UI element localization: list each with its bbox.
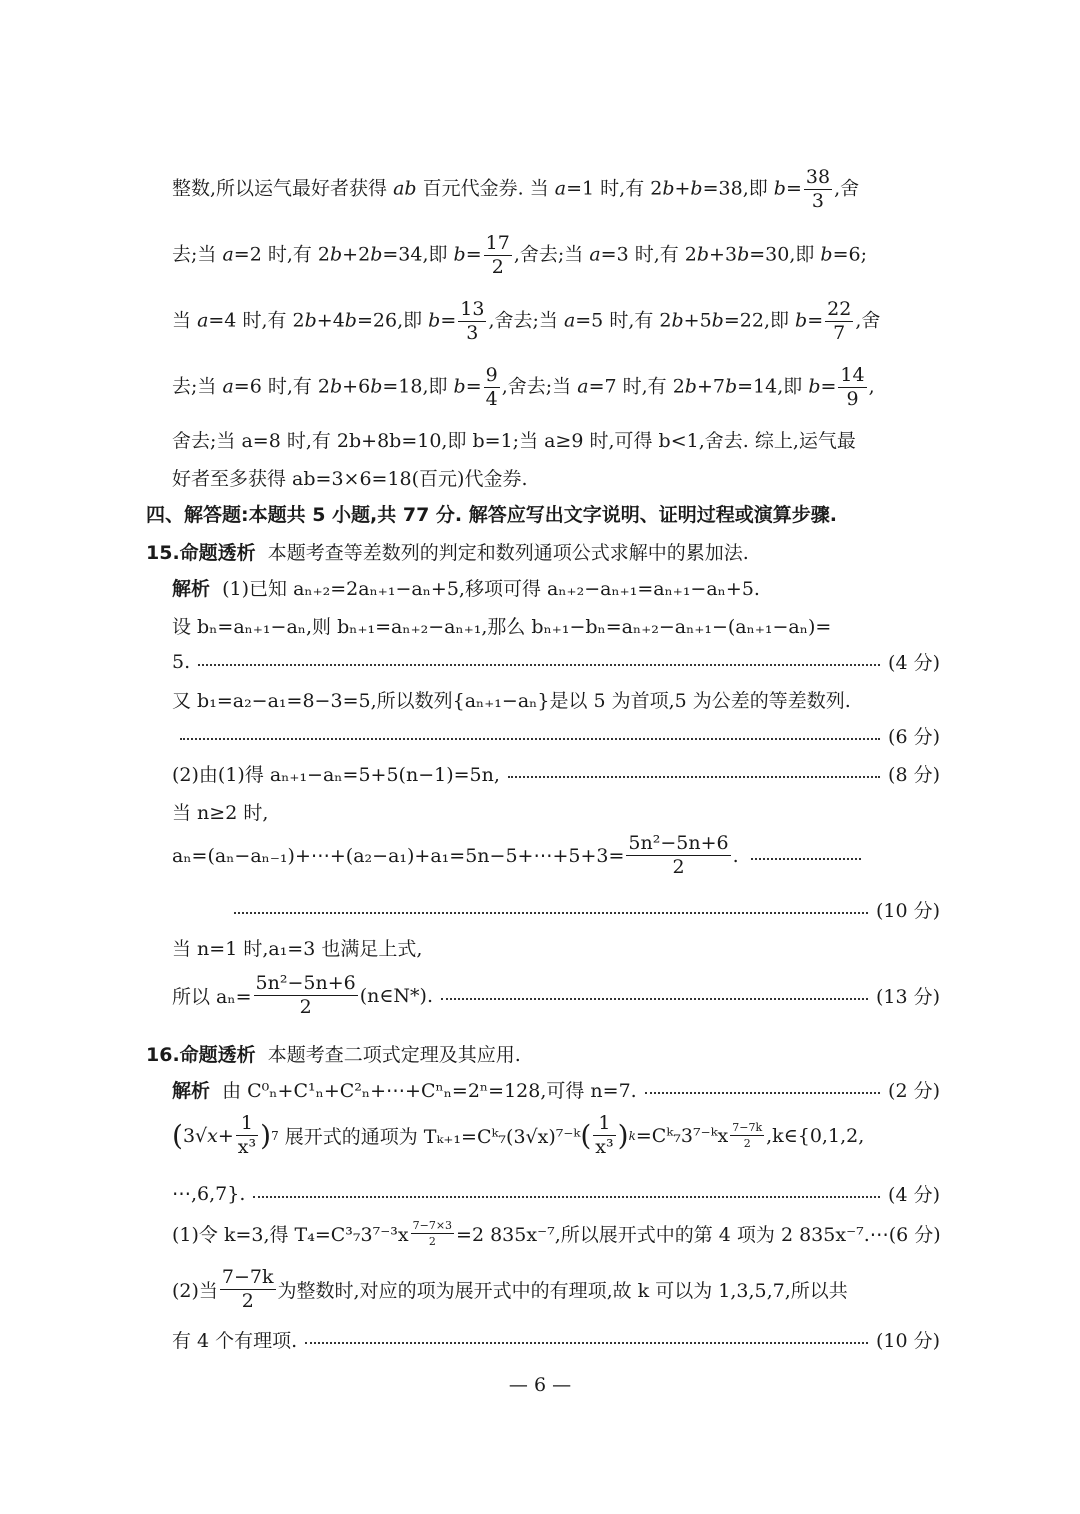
- leader-dots: [234, 912, 868, 914]
- formula-line: aₙ=(aₙ−aₙ₋₁)+⋯+(a₂−a₁)+a₁=5n−5+⋯+5+3= $\frac{\text{5n²−5n+6}}{2}$ .: [172, 834, 940, 877]
- score-line: (1)令 k=3,得 T₄=C³₇3⁷⁻³x $\frac{7-7\times 3}{2}$ =2 835x⁻⁷,所以展开式中的第 4 项为 2 835x⁻⁷.⋯ (6 分): [172, 1219, 941, 1248]
- leader-dots: [253, 1196, 880, 1198]
- section-heading: 四、解答题:本题共 5 小题,共 77 分. 解答应写出文字说明、证明过程或演算步骤.: [146, 504, 837, 526]
- leader-dots: [305, 1342, 868, 1344]
- leader-dots: [645, 1092, 880, 1094]
- page-number: — 6 —: [508, 1374, 572, 1396]
- text-line: 整数,所以运气最好者获得 ab 百元代金券. 当 a=1 时,有 2b+b=38,即 b= $\frac{38}{3}$ ,舍: [172, 166, 860, 212]
- text-line: 去;当 a=6 时,有 2b+6b=18,即 b= $\frac{9}{4}$ ,舍去;当 a=7 时,有 2b+7b=14,即 b= $\frac{14}{9}$ ,: [172, 364, 875, 410]
- text-line: 当 n=1 时,a₁=3 也满足上式,: [172, 938, 423, 960]
- leader-dots: [198, 664, 880, 666]
- fraction: $\frac{9}{4}$: [485, 364, 498, 410]
- fraction: $\frac{13}{3}$: [460, 298, 485, 344]
- fraction: $\frac{\text{5n²−5n+6}}{2}$: [255, 972, 356, 1018]
- fraction: 1 x³: [237, 1112, 257, 1158]
- score-line: ⋯,6,7}. (4 分): [172, 1182, 940, 1206]
- score-line: (10 分): [226, 896, 940, 923]
- score-line: (6 分): [172, 722, 940, 749]
- score-line: 5. (4 分): [172, 650, 940, 674]
- text-line: 又 b₁=a₂−a₁=8−3=5,所以数列{aₙ₊₁−aₙ}是以 5 为首项,5 为公差的等差数列.: [172, 690, 851, 712]
- text-line: 设 bₙ=aₙ₊₁−aₙ,则 bₙ₊₁=aₙ₊₂−aₙ₊₁,那么 bₙ₊₁−bₙ=aₙ₊₂−aₙ₊₁−(aₙ₊₁−aₙ)=: [172, 616, 832, 638]
- text-line: 舍去;当 a=8 时,有 2b+8b=10,即 b=1;当 a≥9 时,可得 b<1,舍去. 综上,运气最: [172, 430, 856, 452]
- text-line: 当 n≥2 时,: [172, 802, 269, 824]
- leader-dots: [441, 998, 868, 1000]
- score-line: (2)由(1)得 aₙ₊₁−aₙ=5+5(n−1)=5n, (8 分): [172, 764, 940, 786]
- formula-line: ( 3√ x + 1 x³ ) 7 展开式的通项为 Tₖ₊₁=Cᵏ₇(3√x)⁷⁻ᵏ ( 1 x³ ) k =Cᵏ₇3⁷⁻ᵏx $\frac{7-7k}{2}$ ,k∈{0,1,2,: [172, 1112, 865, 1158]
- exponent-fraction: $\frac{7-7\times 3}{2}$: [412, 1219, 453, 1248]
- fraction: 7−7k 2: [221, 1266, 274, 1312]
- text-line: 去;当 a=2 时,有 2b+2b=34,即 b= $\frac{17}{2}$ ,舍去;当 a=3 时,有 2b+3b=30,即 b=6;: [172, 232, 868, 278]
- leader-dots: [751, 858, 861, 860]
- text-line: 好者至多获得 ab=3×6=18(百元)代金券.: [172, 468, 528, 490]
- fraction: $\frac{14}{9}$: [840, 364, 865, 410]
- text-line: (2)当 7−7k 2 为整数时,对应的项为展开式中的有理项,故 k 可以为 1,3,5,7,所以共: [172, 1266, 848, 1312]
- score-line: 所以 aₙ= $\frac{\text{5n²−5n+6}}{2}$ (n∈N*). (13 分): [172, 972, 940, 1018]
- fraction: $\frac{22}{7}$: [827, 298, 852, 344]
- fraction: $\frac{38}{3}$: [805, 166, 831, 212]
- text-line: 解析 (1)已知 aₙ₊₂=2aₙ₊₁−aₙ+5,移项可得 aₙ₊₂−aₙ₊₁=aₙ₊₁−aₙ+5.: [172, 578, 760, 600]
- exponent-fraction: $\frac{7-7k}{2}$: [732, 1121, 763, 1150]
- fraction: $\frac{\text{5n²−5n+6}}{2}$: [628, 832, 729, 878]
- fraction: 1 x³: [595, 1112, 614, 1158]
- leader-dots: [180, 738, 880, 740]
- score-line: 解析 由 C⁰ₙ+C¹ₙ+C²ₙ+⋯+Cⁿₙ=2ⁿ=128,可得 n=7. (2 分): [172, 1080, 940, 1102]
- text-line: 当 a=4 时,有 2b+4b=26,即 b= $\frac{13}{3}$ ,舍去;当 a=5 时,有 2b+5b=22,即 b= $\frac{22}{7}$ ,舍: [172, 298, 881, 344]
- score-line: 有 4 个有理项. (10 分): [172, 1330, 940, 1352]
- question-16-header: 16.命题透析 本题考查二项式定理及其应用.: [146, 1044, 521, 1066]
- leader-dots: [508, 776, 880, 778]
- question-15-header: 15.命题透析 本题考查等差数列的判定和数列通项公式求解中的累加法.: [146, 542, 749, 564]
- fraction: $\frac{17}{2}$: [485, 232, 510, 278]
